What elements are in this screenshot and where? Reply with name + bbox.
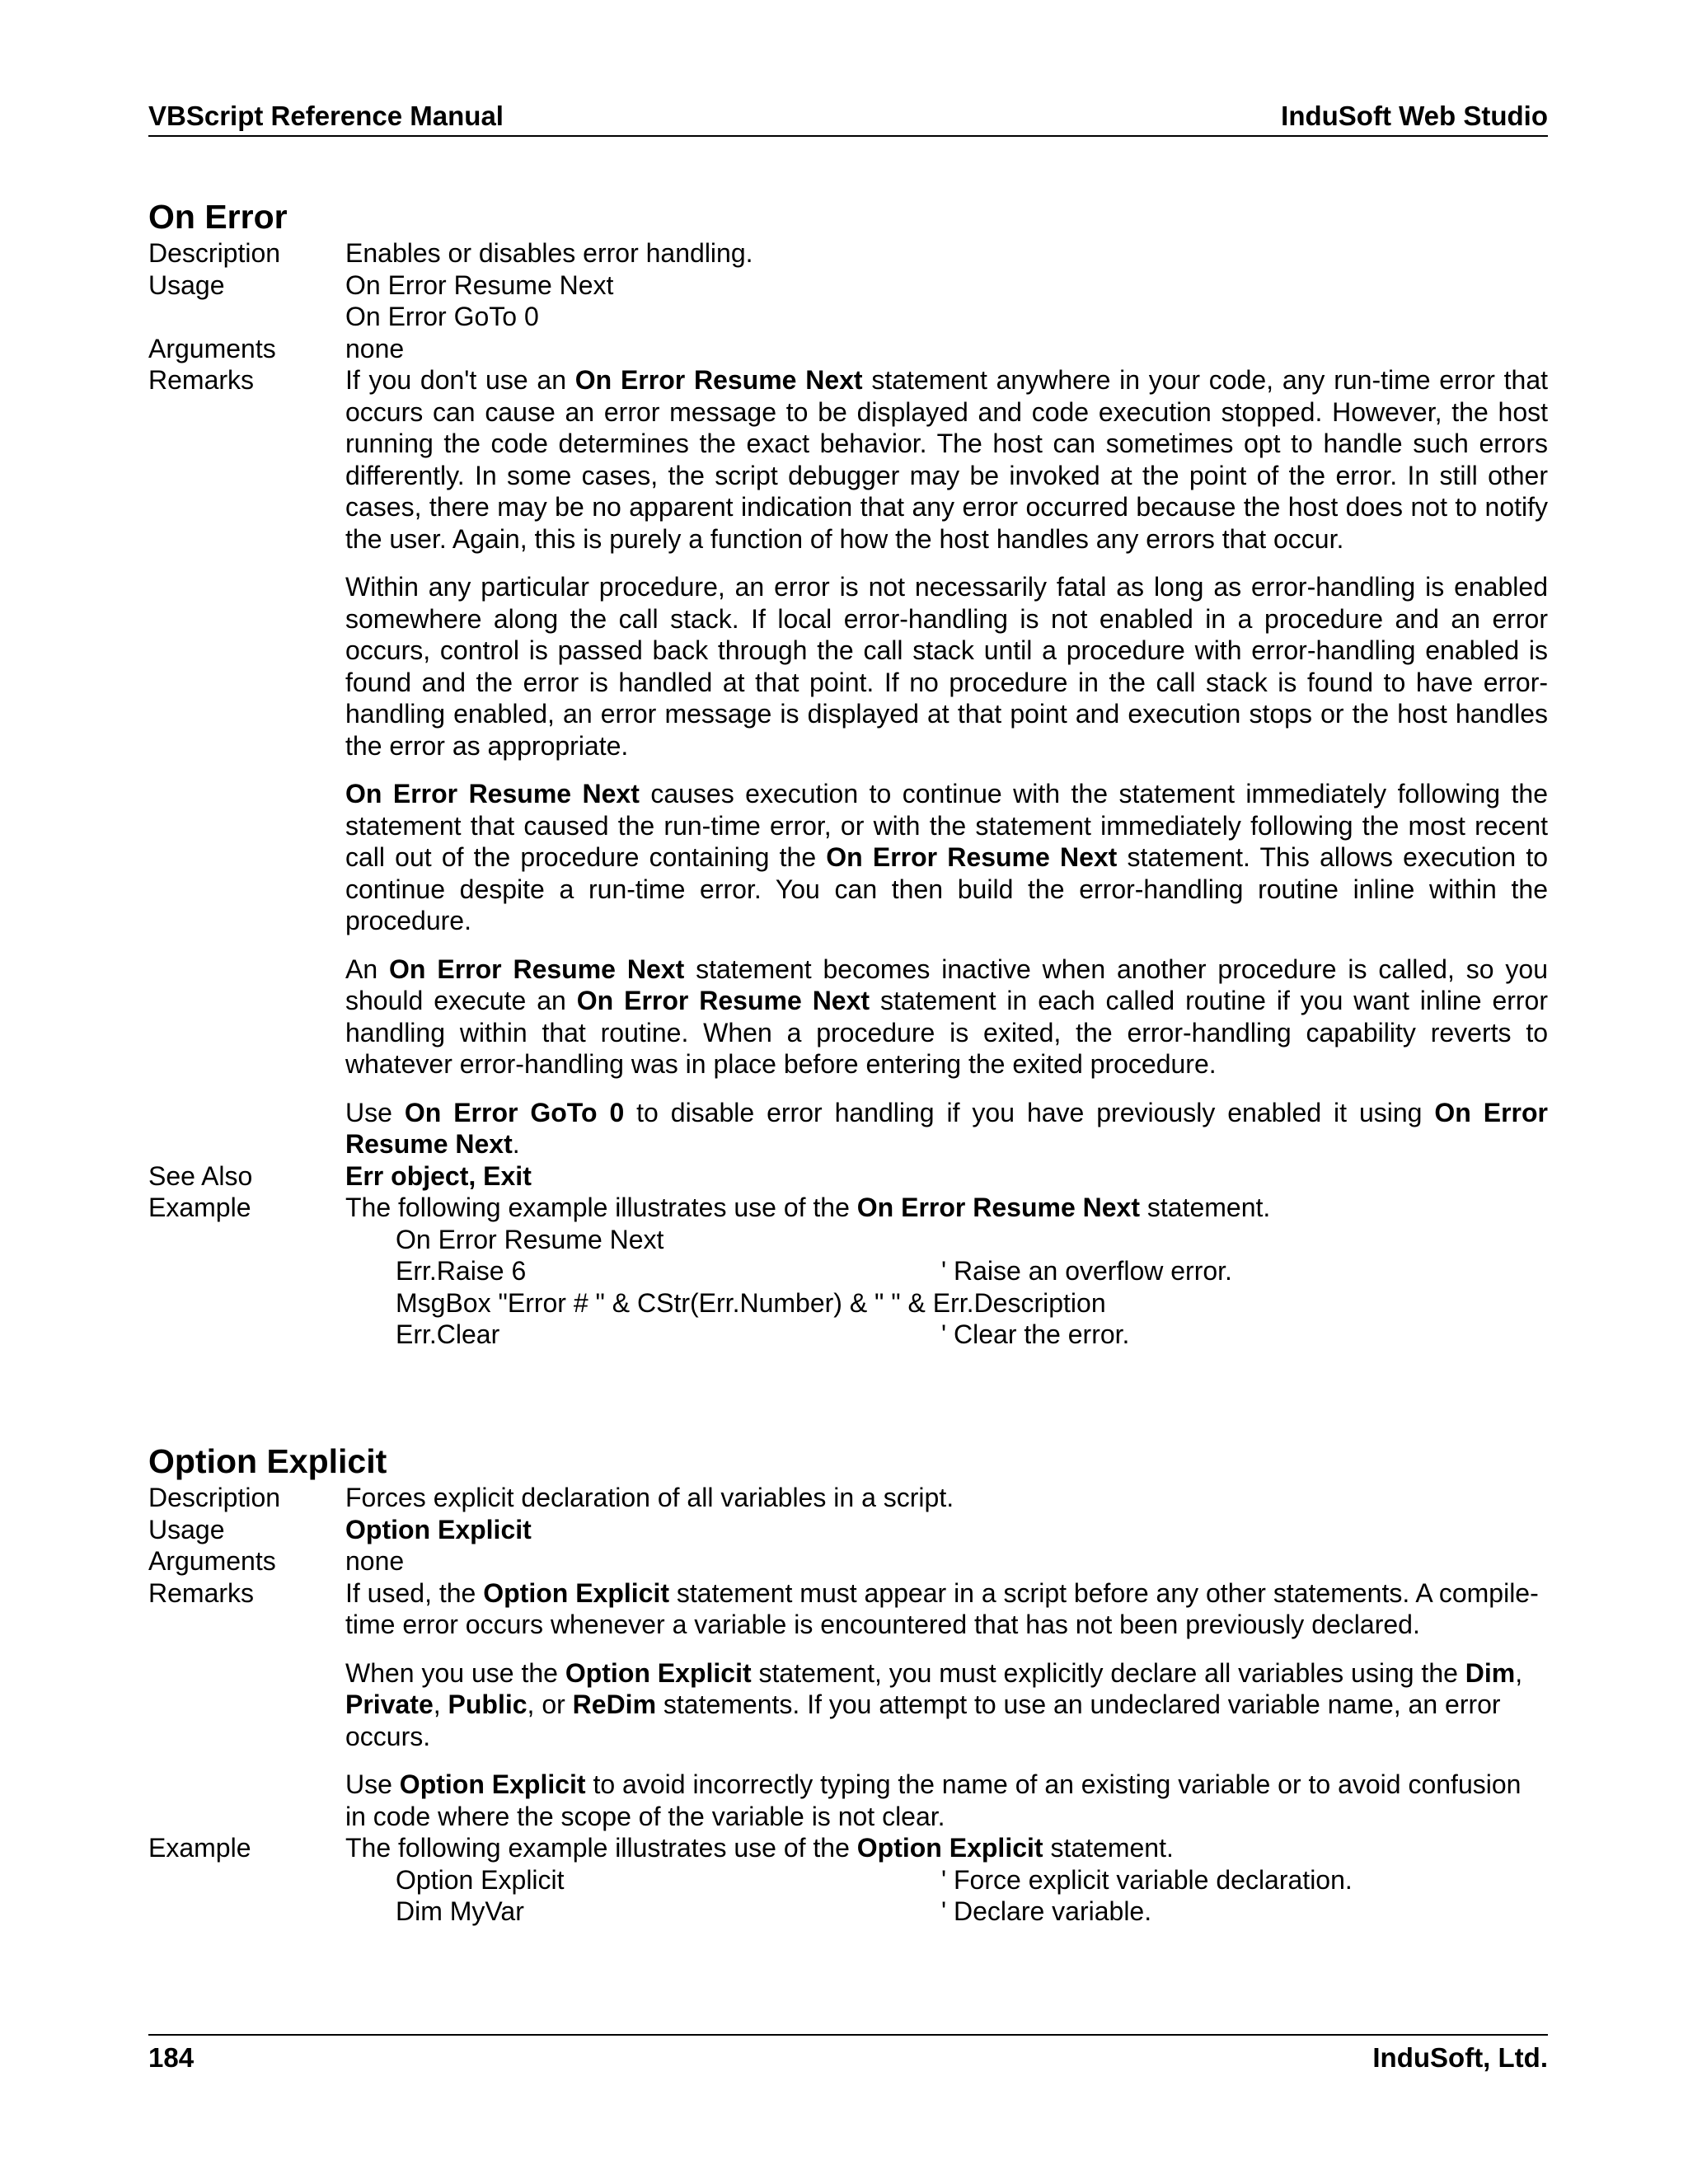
text-run: The following example illustrates use of the <box>345 1193 857 1222</box>
section-title-option-explicit: Option Explicit <box>148 1442 387 1480</box>
keyword: On Error GoTo 0 <box>404 1097 625 1127</box>
text-run: An <box>345 954 390 984</box>
keyword: Option Explicit <box>483 1577 669 1608</box>
label-example: Example <box>148 1193 251 1222</box>
row-description <box>148 1482 1548 1514</box>
text-run: to disable error handling if you have previously enabled it using <box>624 1097 1435 1127</box>
page-header <box>148 97 1548 137</box>
code-line <box>345 1255 1548 1287</box>
code-comment: ' Raise an overflow error. <box>941 1256 1232 1286</box>
label-arguments: Arguments <box>148 333 276 363</box>
keyword: On Error Resume Next <box>826 842 1118 872</box>
keyword: Option Explicit <box>399 1769 586 1799</box>
text-run: The following example illustrates use of the <box>345 1833 857 1863</box>
code-line <box>345 1224 1548 1256</box>
row-arguments <box>148 333 1548 365</box>
code-line <box>345 1287 1548 1319</box>
row-remarks <box>148 364 1548 1160</box>
code-text: Err.Raise 6 <box>396 1256 527 1286</box>
text-run: , or <box>527 1690 573 1719</box>
remarks-paragraph <box>345 954 1548 1080</box>
header-product-name: InduSoft Web Studio <box>1281 101 1548 131</box>
code-line <box>345 1896 1548 1928</box>
label-arguments: Arguments <box>148 1546 276 1576</box>
remarks-paragraph <box>345 1577 1548 1641</box>
code-text: On Error Resume Next <box>396 1224 664 1254</box>
text-run: to avoid incorrectly typing the name of an existing variable or to avoid confusion in code where the scope of the variable is not clear. <box>345 1769 1522 1831</box>
text-run: statement anywhere in your code, any run-time error that occurs can cause an error message to be displayed and code execution stopped. However, the host running the code determines the exact behavior. The host can sometimes opt to handle such errors differently. In some cases, the script debugger may be invoked at the point of the error. In still other cases, there may be no apparent indication that any error occurred because the host does not to notify the user. Again, this is purely a function of how the host handles any errors that occur. <box>345 365 1549 554</box>
remarks-paragraph <box>345 364 1548 555</box>
remarks-paragraph: Within any particular procedure, an error is not necessarily fatal as long as error-handling is enabled somewhere along the call stack. If local error-handling is not enabled in a procedure and an error occurs, control is passed back through the call stack until a procedure with error-handling enabled is found and the error is handled at that point. If no procedure in the call stack is found to have error-handling enabled, an error message is displayed at that point and execution stops or the host handles the error as appropriate. <box>345 572 1548 761</box>
keyword: On Error Resume Next <box>574 365 863 395</box>
remarks-content <box>345 364 1548 1160</box>
text-run: statement. This allows execution to continue despite a run-time error. You can then build the error-handling routine inline within the procedure. <box>345 842 1549 935</box>
label-description: Description <box>148 1483 281 1512</box>
row-see-also <box>148 1160 1548 1193</box>
row-example <box>148 1192 1548 1351</box>
keyword: Dim <box>1465 1657 1516 1688</box>
keyword: On Error Resume Next <box>576 986 870 1015</box>
code-text: MsgBox "Error # " & CStr(Err.Number) & " " & Err.Description <box>396 1287 1106 1318</box>
see-also-links[interactable]: Err object, Exit <box>345 1160 532 1191</box>
text-run: statement, you must explicitly declare all variables using the <box>751 1657 1465 1688</box>
text-run: causes execution to continue with the statement immediately following the statement that caused the run-time error, or with the statement immediately following the most recent call out of the procedure containing the <box>345 779 1549 872</box>
row-remarks <box>148 1577 1548 1833</box>
keyword: On Error Resume Next <box>856 1193 1140 1222</box>
arguments-text: none <box>345 1546 405 1576</box>
text-run: statement in each called routine if you want inline error handling within that routine. When a procedure is exited, the error-handling capability reverts to whatever error-handling was in place before entering the exited procedure. <box>345 986 1548 1079</box>
text-run: statement. <box>1139 1193 1271 1222</box>
arguments-text: none <box>345 333 405 363</box>
text-run: . <box>512 1129 520 1159</box>
usage-content <box>345 1514 1548 1546</box>
header-manual-title: VBScript Reference Manual <box>148 101 504 131</box>
label-description: Description <box>148 238 281 268</box>
remarks-paragraph <box>345 1097 1548 1160</box>
label-usage: Usage <box>148 269 225 300</box>
text-run: Use <box>345 1097 405 1127</box>
usage-line: On Error GoTo 0 <box>345 302 539 331</box>
remarks-content <box>345 1577 1548 1833</box>
footer-company: InduSoft, Ltd. <box>1372 2042 1548 2073</box>
see-also-content <box>345 1160 1548 1193</box>
text-run: If used, the <box>345 1577 484 1608</box>
text-run: statement must appear in a script before any other statements. A compile-time error occurs whenever a variable is encountered that has not been previously declared. <box>345 1577 1539 1639</box>
section-on-error <box>148 196 1548 1351</box>
remarks-paragraph <box>345 1769 1548 1832</box>
text-run: statement becomes inactive when another procedure is called, so you should execute an <box>345 954 1549 1015</box>
keyword: On Error Resume Next <box>345 779 640 808</box>
label-remarks: Remarks <box>148 365 255 395</box>
row-usage <box>148 1514 1548 1546</box>
row-usage <box>148 269 1548 333</box>
label-remarks: Remarks <box>148 1577 255 1608</box>
text-run: , <box>433 1690 448 1719</box>
keyword: On Error Resume Next <box>389 954 685 984</box>
example-intro <box>345 1832 1548 1864</box>
text-run: statement. <box>1043 1833 1174 1863</box>
usage-line: Option Explicit <box>345 1514 532 1544</box>
code-comment: ' Force explicit variable declaration. <box>941 1864 1353 1895</box>
text-run: statements. If you attempt to use an undeclared variable name, an error occurs. <box>345 1690 1501 1751</box>
row-example <box>148 1832 1548 1928</box>
text-run: , <box>1515 1657 1523 1688</box>
page-footer <box>148 2034 1548 2074</box>
usage-lines <box>345 269 1548 333</box>
code-comment: ' Declare variable. <box>941 1896 1152 1926</box>
text-run: Use <box>345 1769 400 1799</box>
code-text: Dim MyVar <box>396 1896 524 1926</box>
page-number: 184 <box>148 2042 195 2073</box>
label-see-also: See Also <box>148 1160 253 1191</box>
section-title-on-error: On Error <box>148 198 288 236</box>
code-text: Option Explicit <box>396 1864 565 1895</box>
usage-line: On Error Resume Next <box>345 269 614 300</box>
keyword: Option Explicit <box>565 1657 752 1688</box>
keyword: Option Explicit <box>856 1833 1043 1863</box>
keyword: ReDim <box>572 1690 657 1719</box>
description-text: Forces explicit declaration of all variables in a script. <box>345 1483 954 1512</box>
remarks-paragraph <box>345 778 1548 937</box>
remarks-paragraph <box>345 1657 1548 1753</box>
keyword: On Error Resume Next <box>345 1097 1548 1159</box>
row-arguments <box>148 1545 1548 1577</box>
label-usage: Usage <box>148 1514 225 1544</box>
section-option-explicit <box>148 1441 1548 1928</box>
example-intro <box>345 1192 1548 1224</box>
code-line <box>345 1864 1548 1896</box>
label-example: Example <box>148 1833 251 1863</box>
code-text: Err.Clear <box>396 1319 500 1349</box>
code-line <box>345 1319 1548 1351</box>
example-content <box>345 1832 1548 1928</box>
description-text: Enables or disables error handling. <box>345 238 753 268</box>
keyword: Public <box>448 1690 528 1719</box>
text-run: When you use the <box>345 1657 565 1688</box>
example-content <box>345 1192 1548 1351</box>
code-comment: ' Clear the error. <box>941 1319 1130 1349</box>
keyword: Private <box>345 1690 434 1719</box>
text-run: If you don't use an <box>345 365 575 395</box>
row-description <box>148 237 1548 269</box>
